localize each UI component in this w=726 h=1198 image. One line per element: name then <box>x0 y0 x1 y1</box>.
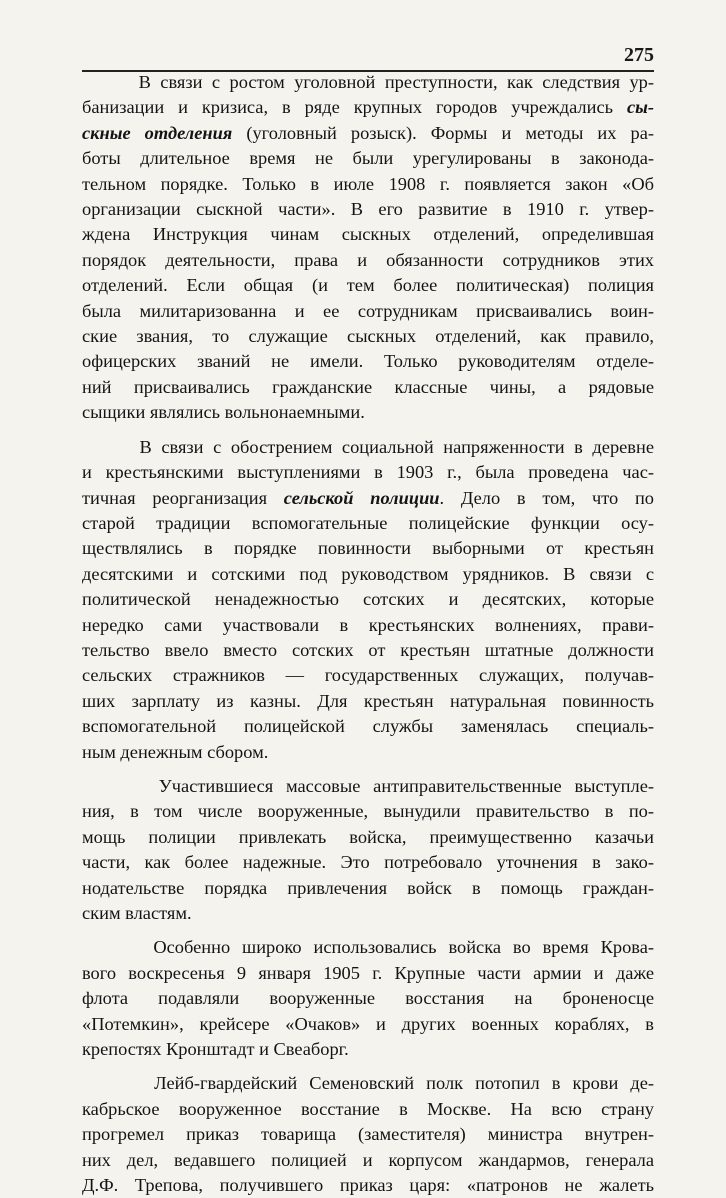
text-line <box>82 799 654 824</box>
text-line <box>82 935 654 960</box>
text-line <box>82 1012 654 1037</box>
text-run: флота подавляли вооруженные восстания на броненосце <box>82 988 654 1009</box>
text-run: Лейб-гвардейский Семеновский полк потопил в крови де- <box>82 1073 654 1094</box>
text-run: крепостях Кронштадт и Свеаборг. <box>82 1039 349 1060</box>
page-number: 275 <box>624 44 654 66</box>
text-run: Особенно широко использовались войска во время Крова- <box>82 937 654 958</box>
text-run: сельских стражников — государственных служащих, получав- <box>82 665 654 686</box>
text-line <box>82 511 654 536</box>
text-line <box>82 876 654 901</box>
text-line <box>82 248 654 273</box>
text-line <box>82 273 654 298</box>
text-line <box>82 663 654 688</box>
text-line <box>82 774 654 799</box>
text-line <box>82 587 654 612</box>
text-run: вспомогательной полицейской службы заменялась специаль- <box>82 716 654 737</box>
text-line <box>82 197 654 222</box>
text-run: вого воскресенья 9 января 1905 г. Крупные части армии и даже <box>82 962 654 983</box>
text-run: ществлялись в порядке повинности выборными от крестьян <box>82 538 654 559</box>
text-run: части, как более надежные. Это потребовало уточнения в зако- <box>82 852 654 873</box>
emphasis-term: сы- <box>626 97 654 118</box>
text-line <box>82 1071 654 1096</box>
text-run: организации сыскной части». В его развитие в 1910 г. утвер- <box>82 199 654 220</box>
text-run: них дел, ведавшего полицией и корпусом жандармов, генерала <box>82 1149 654 1170</box>
text-run: кабрьское вооруженное восстание в Москве. На всю страну <box>82 1098 654 1119</box>
text-run: прогремел приказ товарища (заместителя) министра внутрен- <box>82 1124 654 1145</box>
text-run: ским властям. <box>82 903 192 923</box>
text-line <box>82 613 654 638</box>
text-line <box>82 324 654 349</box>
text-run: нодательстве порядка привлечения войск в помощь граждан- <box>82 877 654 898</box>
text-run: В связи с ростом уголовной преступности, как следствия ур- <box>82 72 654 92</box>
text-run: В связи с обострением социальной напряженности в деревне <box>82 436 654 457</box>
text-line <box>82 222 654 247</box>
text-line <box>82 689 654 714</box>
text-run: мощь полиции привлекать войска, преимущественно казачьи <box>82 826 654 847</box>
text-line <box>82 1173 654 1198</box>
text-run: ждена Инструкция чинам сыскных отделений, определившая <box>82 224 654 245</box>
text-line <box>82 1097 654 1122</box>
text-run: политической ненадежностью сотских и десятских, которые <box>82 589 654 610</box>
text-line <box>82 961 654 986</box>
text-line <box>82 460 654 485</box>
paragraph <box>82 1071 654 1198</box>
text-line <box>82 1037 654 1062</box>
text-line <box>82 146 654 171</box>
text-line <box>82 435 654 460</box>
text-line <box>82 638 654 663</box>
text-run: тельном порядке. Только в июле 1908 г. появляется закон «Об <box>82 173 654 194</box>
text-line <box>82 1122 654 1147</box>
paragraph <box>82 435 654 765</box>
text-line <box>82 562 654 587</box>
text-line <box>82 349 654 374</box>
paragraph <box>82 774 654 926</box>
text-line <box>82 850 654 875</box>
text-line <box>82 901 654 926</box>
text-line <box>82 486 654 511</box>
text-line <box>82 299 654 324</box>
text-run: старой традиции вспомогательные полицейские функции осу- <box>82 512 654 533</box>
text-run: тельство ввело вместо сотских от крестьян штатные должности <box>82 639 654 660</box>
paragraph <box>82 70 654 426</box>
text-run: и крестьянскими выступлениями в 1903 г., была проведена час- <box>82 462 654 483</box>
text-line <box>82 95 654 120</box>
text-line <box>82 172 654 197</box>
text-run: Участившиеся массовые антиправительственные выступле- <box>82 775 654 796</box>
text-run: (уголовный розыск). Формы и методы их ра- <box>232 122 654 143</box>
text-run: была милитаризованна и ее сотрудникам присваивались воин- <box>82 300 654 321</box>
text-line <box>82 536 654 561</box>
text-run: Д.Ф. Трепова, получившего приказ царя: «патронов не жалеть <box>82 1175 654 1196</box>
text-run: боты длительное время не были урегулированы в законода- <box>82 148 654 169</box>
emphasis-term: скные отделения <box>82 122 233 143</box>
emphasis-term: сельской полиции <box>283 487 440 508</box>
text-run: банизации и кризиса, в ряде крупных городов учреждались <box>82 97 627 118</box>
text-run: ний присваивались гражданские классные чины, а рядовые <box>82 376 654 397</box>
body-text <box>82 70 654 1198</box>
text-run: офицерских званий не имели. Только руководителям отделе- <box>82 351 654 372</box>
text-run: . Дело в том, что по <box>439 487 654 508</box>
text-run: ным денежным сбором. <box>82 741 269 762</box>
text-run: ния, в том числе вооруженные, вынудили правительство в по- <box>82 801 654 822</box>
text-line <box>82 375 654 400</box>
text-line <box>82 70 654 95</box>
text-line <box>82 714 654 739</box>
text-run: «Потемкин», крейсере «Очаков» и других военных кораблях, в <box>82 1013 654 1034</box>
text-line <box>82 740 654 765</box>
text-line <box>82 400 654 425</box>
text-run: тичная реорганизация <box>82 487 284 508</box>
text-line <box>82 121 654 146</box>
text-line <box>82 825 654 850</box>
paragraph <box>82 935 654 1062</box>
text-line <box>82 986 654 1011</box>
text-line <box>82 1148 654 1173</box>
text-run: отделений. Если общая (и тем более политическая) полиция <box>82 275 654 296</box>
text-run: ские звания, то служащие сыскных отделений, как правило, <box>82 326 654 347</box>
text-run: сыщики являлись вольнонаемными. <box>82 402 365 423</box>
text-run: десятскими и сотскими под руководством урядников. В связи с <box>82 563 654 584</box>
text-run: порядок деятельности, права и обязанности сотрудников этих <box>82 249 654 270</box>
text-run: нередко сами участвовали в крестьянских волнениях, прави- <box>82 614 654 635</box>
text-run: ших зарплату из казны. Для крестьян натуральная повинность <box>82 690 654 711</box>
